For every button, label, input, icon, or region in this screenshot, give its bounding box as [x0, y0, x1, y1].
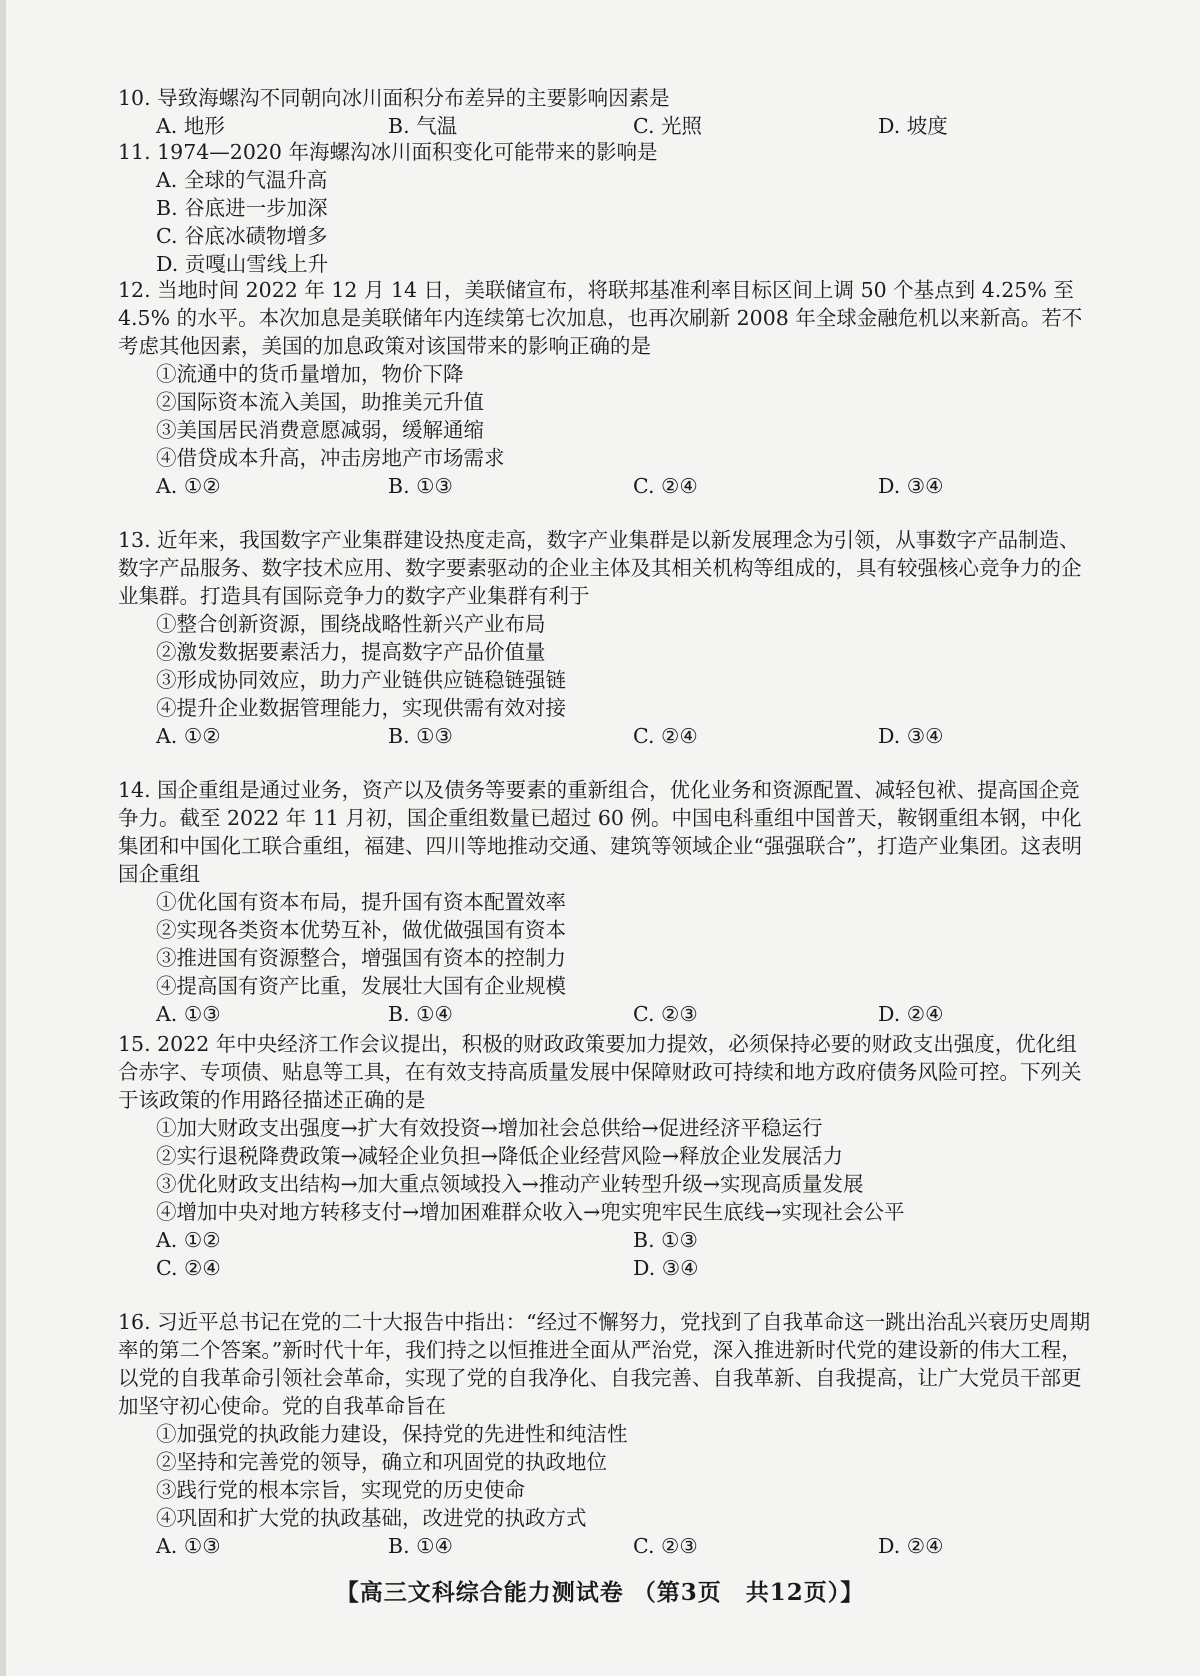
statement-4: ④提升企业数据管理能力，实现供需有效对接 — [156, 696, 566, 720]
option-a: A. ①③ — [156, 1002, 221, 1026]
page-footer: 【高三文科综合能力测试卷 （第3页 共12页）】 — [335, 1579, 865, 1606]
question-stem: 16. 习近平总书记在党的二十大报告中指出：“经过不懈努力，党找到了自我革命这一跳出治乱兴衰历史周期率的第二个答案。”新时代十年，我们持之以恒推进全面从严治党，深入推进新时代党的建设新的伟大工程，以党的自我革命引领社会革命，实现了党的自我净化、自我完善、自我革新、自我提高，让广大党员干部更加坚守初心使命。党的自我革命旨在 — [118, 1310, 1091, 1418]
option-c: C. 谷底冰碛物增多 — [156, 224, 328, 248]
option-a: A. 地形 — [156, 114, 225, 138]
option-b: B. ①③ — [633, 1228, 698, 1252]
statement-4: ④提高国有资产比重，发展壮大国有企业规模 — [156, 974, 566, 998]
question-stem: 12. 当地时间 2022 年 12 月 14 日，美联储宣布，将联邦基准利率目标区间上调 50 个基点到 4.25% 至 4.5% 的水平。本次加息是美联储年内连续第七次加息，也再次刷新 2008 年全球金融危机以来新高。若不考虑其他因素，美国的加息政策对该国带来的影响正确的是 — [118, 278, 1083, 358]
question-stem: 11. 1974—2020 年海螺沟冰川面积变化可能带来的影响是 — [118, 140, 658, 164]
option-d: D. ③④ — [878, 724, 944, 748]
question-14 — [118, 776, 1093, 1028]
option-c: C. ②④ — [156, 1256, 221, 1280]
statement-2: ②国际资本流入美国，助推美元升值 — [156, 390, 484, 414]
answer-options — [118, 722, 1093, 750]
answer-options — [118, 1532, 1093, 1560]
answer-options — [118, 112, 1093, 140]
option-b: B. ①④ — [388, 1002, 453, 1026]
statement-1: ①加大财政支出强度→扩大有效投资→增加社会总供给→促进经济平稳运行 — [156, 1116, 823, 1140]
option-c: C. ②③ — [633, 1002, 698, 1026]
option-c: C. ②③ — [633, 1534, 698, 1558]
statement-3: ③形成协同效应，助力产业链供应链稳链强链 — [156, 668, 566, 692]
option-b: B. ①③ — [388, 724, 453, 748]
option-b: B. 谷底进一步加深 — [156, 196, 328, 220]
option-d: D. 贡嘎山雪线上升 — [156, 252, 329, 276]
statement-4: ④借贷成本升高，冲击房地产市场需求 — [156, 446, 505, 470]
question-stem: 14. 国企重组是通过业务，资产以及债务等要素的重新组合，优化业务和资源配置、减轻包袱、提高国企竞争力。截至 2022 年 11 月初，国企重组数量已超过 60 例。中国电科重组中国普天，鞍钢重组本钢，中化集团和中国化工联合重组，福建、四川等地推动交通、建筑等领域企业“强强联合”，打造产业集团。这表明国企重组 — [118, 778, 1082, 886]
question-10 — [118, 84, 1093, 140]
statement-2: ②坚持和完善党的领导，确立和巩固党的执政地位 — [156, 1450, 607, 1474]
statement-1: ①加强党的执政能力建设，保持党的先进性和纯洁性 — [156, 1422, 628, 1446]
question-12 — [118, 276, 1093, 500]
option-c: C. ②④ — [633, 724, 698, 748]
statement-4: ④增加中央对地方转移支付→增加困难群众收入→兜实兜牢民生底线→实现社会公平 — [156, 1200, 905, 1224]
option-d: D. ③④ — [633, 1256, 699, 1280]
option-c: C. 光照 — [633, 114, 702, 138]
option-a: A. ①② — [156, 1228, 221, 1252]
question-16 — [118, 1308, 1093, 1560]
option-d: D. 坡度 — [878, 114, 948, 138]
option-a: A. ①② — [156, 474, 221, 498]
statement-4: ④巩固和扩大党的执政基础，改进党的执政方式 — [156, 1506, 587, 1530]
question-stem: 10. 导致海螺沟不同朝向冰川面积分布差异的主要影响因素是 — [118, 86, 670, 110]
option-b: B. ①③ — [388, 474, 453, 498]
statement-1: ①优化国有资本布局，提升国有资本配置效率 — [156, 890, 566, 914]
option-a: A. ①③ — [156, 1534, 221, 1558]
option-b: B. ①④ — [388, 1534, 453, 1558]
answer-options — [118, 472, 1093, 500]
statement-1: ①流通中的货币量增加，物价下降 — [156, 362, 464, 386]
question-stem: 13. 近年来，我国数字产业集群建设热度走高，数字产业集群是以新发展理念为引领，从事数字产品制造、数字产品服务、数字技术应用、数字要素驱动的企业主体及其相关机构等组成的，具有较强核心竞争力的企业集群。打造具有国际竞争力的数字产业集群有利于 — [118, 528, 1082, 608]
statement-3: ③美国居民消费意愿减弱，缓解通缩 — [156, 418, 484, 442]
scan-edge — [0, 0, 6, 1676]
question-15 — [118, 1030, 1093, 1282]
answer-options — [118, 1000, 1093, 1028]
option-d: D. ③④ — [878, 474, 944, 498]
option-c: C. ②④ — [633, 474, 698, 498]
question-13 — [118, 526, 1093, 750]
statement-3: ③优化财政支出结构→加大重点领域投入→推动产业转型升级→实现高质量发展 — [156, 1172, 864, 1196]
statement-1: ①整合创新资源，围绕战略性新兴产业布局 — [156, 612, 546, 636]
question-stem: 15. 2022 年中央经济工作会议提出，积极的财政政策要加力提效，必须保持必要的财政支出强度，优化组合赤字、专项债、贴息等工具，在有效支持高质量发展中保障财政可持续和地方政府债务风险可控。下列关于该政策的作用路径描述正确的是 — [118, 1032, 1082, 1112]
answer-options — [118, 1226, 1093, 1282]
statement-3: ③推进国有资源整合，增强国有资本的控制力 — [156, 946, 566, 970]
option-a: A. ①② — [156, 724, 221, 748]
option-d: D. ②④ — [878, 1534, 944, 1558]
option-a: A. 全球的气温升高 — [156, 168, 328, 192]
statement-2: ②激发数据要素活力，提高数字产品价值量 — [156, 640, 546, 664]
statement-2: ②实行退税降费政策→减轻企业负担→降低企业经营风险→释放企业发展活力 — [156, 1144, 844, 1168]
option-b: B. 气温 — [388, 114, 458, 138]
statement-3: ③践行党的根本宗旨，实现党的历史使命 — [156, 1478, 525, 1502]
option-d: D. ②④ — [878, 1002, 944, 1026]
question-11 — [118, 138, 1093, 278]
statement-2: ②实现各类资本优势互补，做优做强国有资本 — [156, 918, 566, 942]
